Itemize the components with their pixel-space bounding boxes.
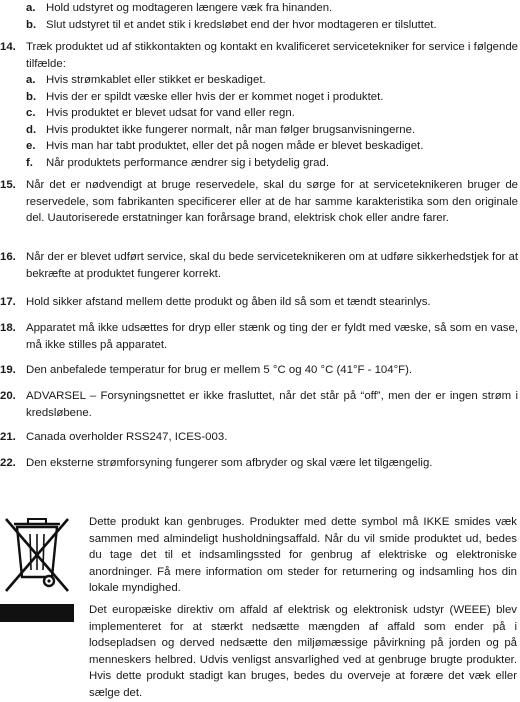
item-letter: c. (26, 107, 36, 120)
item-letter: e. (26, 140, 36, 153)
item-letter: a. (26, 74, 36, 86)
item-number: 20. (0, 390, 16, 402)
item-text: Hold udstyret og modtageren længere væk fra hinanden. (46, 2, 333, 14)
list-item (26, 72, 516, 89)
numbered-item-15 (0, 177, 518, 227)
numbered-item-17 (0, 294, 518, 311)
numbered-item-20 (0, 388, 518, 421)
item-text: Hvis produktet er blevet udsat for vand eller regn. (46, 107, 295, 120)
item-text: Når det er nødvendigt at bruge reservedele, skal du sørge for at serviceteknikeren bruger de reservedele, som fabrikanten specificerer eller at de har samme karakteristika som den originale del. Uautoriserede erstatninger kan forårsage brand, elektrisk chok eller andre farer. (26, 179, 518, 225)
item-number: 15. (0, 179, 16, 191)
numbered-item-16 (0, 249, 518, 282)
item-text: Træk produktet ud af stikkontakten og kontakt en kvalificeret servicetekniker for service i følgende tilfælde: (26, 41, 518, 70)
item-letter: d. (26, 123, 37, 136)
item-text: Hvis man har tabt produktet, eller det på nogen måde er blevet beskadiget. (46, 140, 424, 153)
item-number: 22. (0, 457, 16, 469)
continued-sublist (26, 0, 516, 33)
item-text: Hvis strømkablet eller stikket er beskadiget. (46, 74, 266, 86)
crossed-out-wheelie-bin-icon (0, 515, 74, 595)
numbered-item-14 (0, 39, 518, 72)
item-text: ADVARSEL – Forsyningsnettet er ikke frasluttet, når det står på “off”, men der er ingen strøm i kredsløbene. (26, 390, 518, 419)
item-14-sublist (26, 72, 516, 172)
list-item (26, 89, 516, 106)
weee-paragraph-2: Det europæiske direktiv om affald af elektrisk og elektronisk udstyr (WEEE) blev implementeret for at stærkt nedsætte mængden af affald som ender på i lodsepladsen og derved nedsætte den miljømæssige påvirkning på jorden og på menneskers helbred. Udvis venligst ansvarlighed ved at genbruge brugte produkter. Hvis dette produkt stadigt kan bruges, bedes du overveje at forære det væk eller sælge det. (89, 604, 517, 699)
item-number: 19. (0, 364, 16, 376)
list-item (26, 0, 516, 17)
item-text: Når produktets performance ændrer sig i betydelig grad. (46, 156, 330, 169)
item-text: Den anbefalede temperatur for brug er mellem 5 °C og 40 °C (41°F - 104°F). (26, 364, 413, 376)
list-item (26, 105, 516, 122)
item-letter: a. (26, 2, 36, 14)
item-number: 14. (0, 41, 16, 53)
item-number: 21. (0, 431, 16, 443)
item-text: Apparatet må ikke udsættes for dryp eller stænk og ting der er fyldt med væske, så som en vase, må ikke stilles på apparatet. (26, 322, 518, 351)
item-number: 17. (0, 296, 16, 308)
list-item (26, 138, 516, 155)
weee-paragraph-1: Dette produkt kan genbruges. Produkter med dette symbol må IKKE smides væk sammen med almindeligt husholdningsaffald. Når du vil smide produktet ud, bedes du tage det til et indsamlingssted for genbrug af elektriske og elektroniske anordninger. Få mere information om steder for returnering og indsamling hos din lokale myndighed. (89, 516, 517, 595)
item-text: Hvis der er spildt væske eller hvis der er kommet noget i produktet. (46, 90, 384, 103)
item-text: Hvis produktet ikke fungerer normalt, når man følger brugsanvisningerne. (46, 123, 416, 136)
item-text: Den eksterne strømforsyning fungerer som afbryder og skal være let tilgængelig. (26, 457, 433, 469)
numbered-item-18 (0, 320, 518, 353)
item-text: Når der er blevet udført service, skal du bede serviceteknikeren om at udføre sikkerhedstjek for at bekræfte at produktet fungerer korrekt. (26, 251, 518, 280)
numbered-item-21 (0, 429, 518, 446)
item-letter: b. (26, 18, 37, 31)
item-text: Slut udstyret til et andet stik i kredsløbet end der hvor modtageren er tilsluttet. (46, 18, 437, 31)
numbered-item-22 (0, 455, 518, 472)
item-letter: f. (26, 156, 33, 169)
item-number: 16. (0, 251, 16, 263)
item-letter: b. (26, 90, 37, 103)
numbered-item-19 (0, 362, 518, 379)
item-text: Hold sikker afstand mellem dette produkt og åben ild så som et tændt stearinlys. (26, 296, 431, 308)
list-item (26, 17, 516, 34)
list-item (26, 155, 516, 172)
item-text: Canada overholder RSS247, ICES-003. (26, 431, 228, 443)
list-item (26, 122, 516, 139)
item-number: 18. (0, 322, 16, 334)
weee-black-bar (0, 604, 74, 622)
